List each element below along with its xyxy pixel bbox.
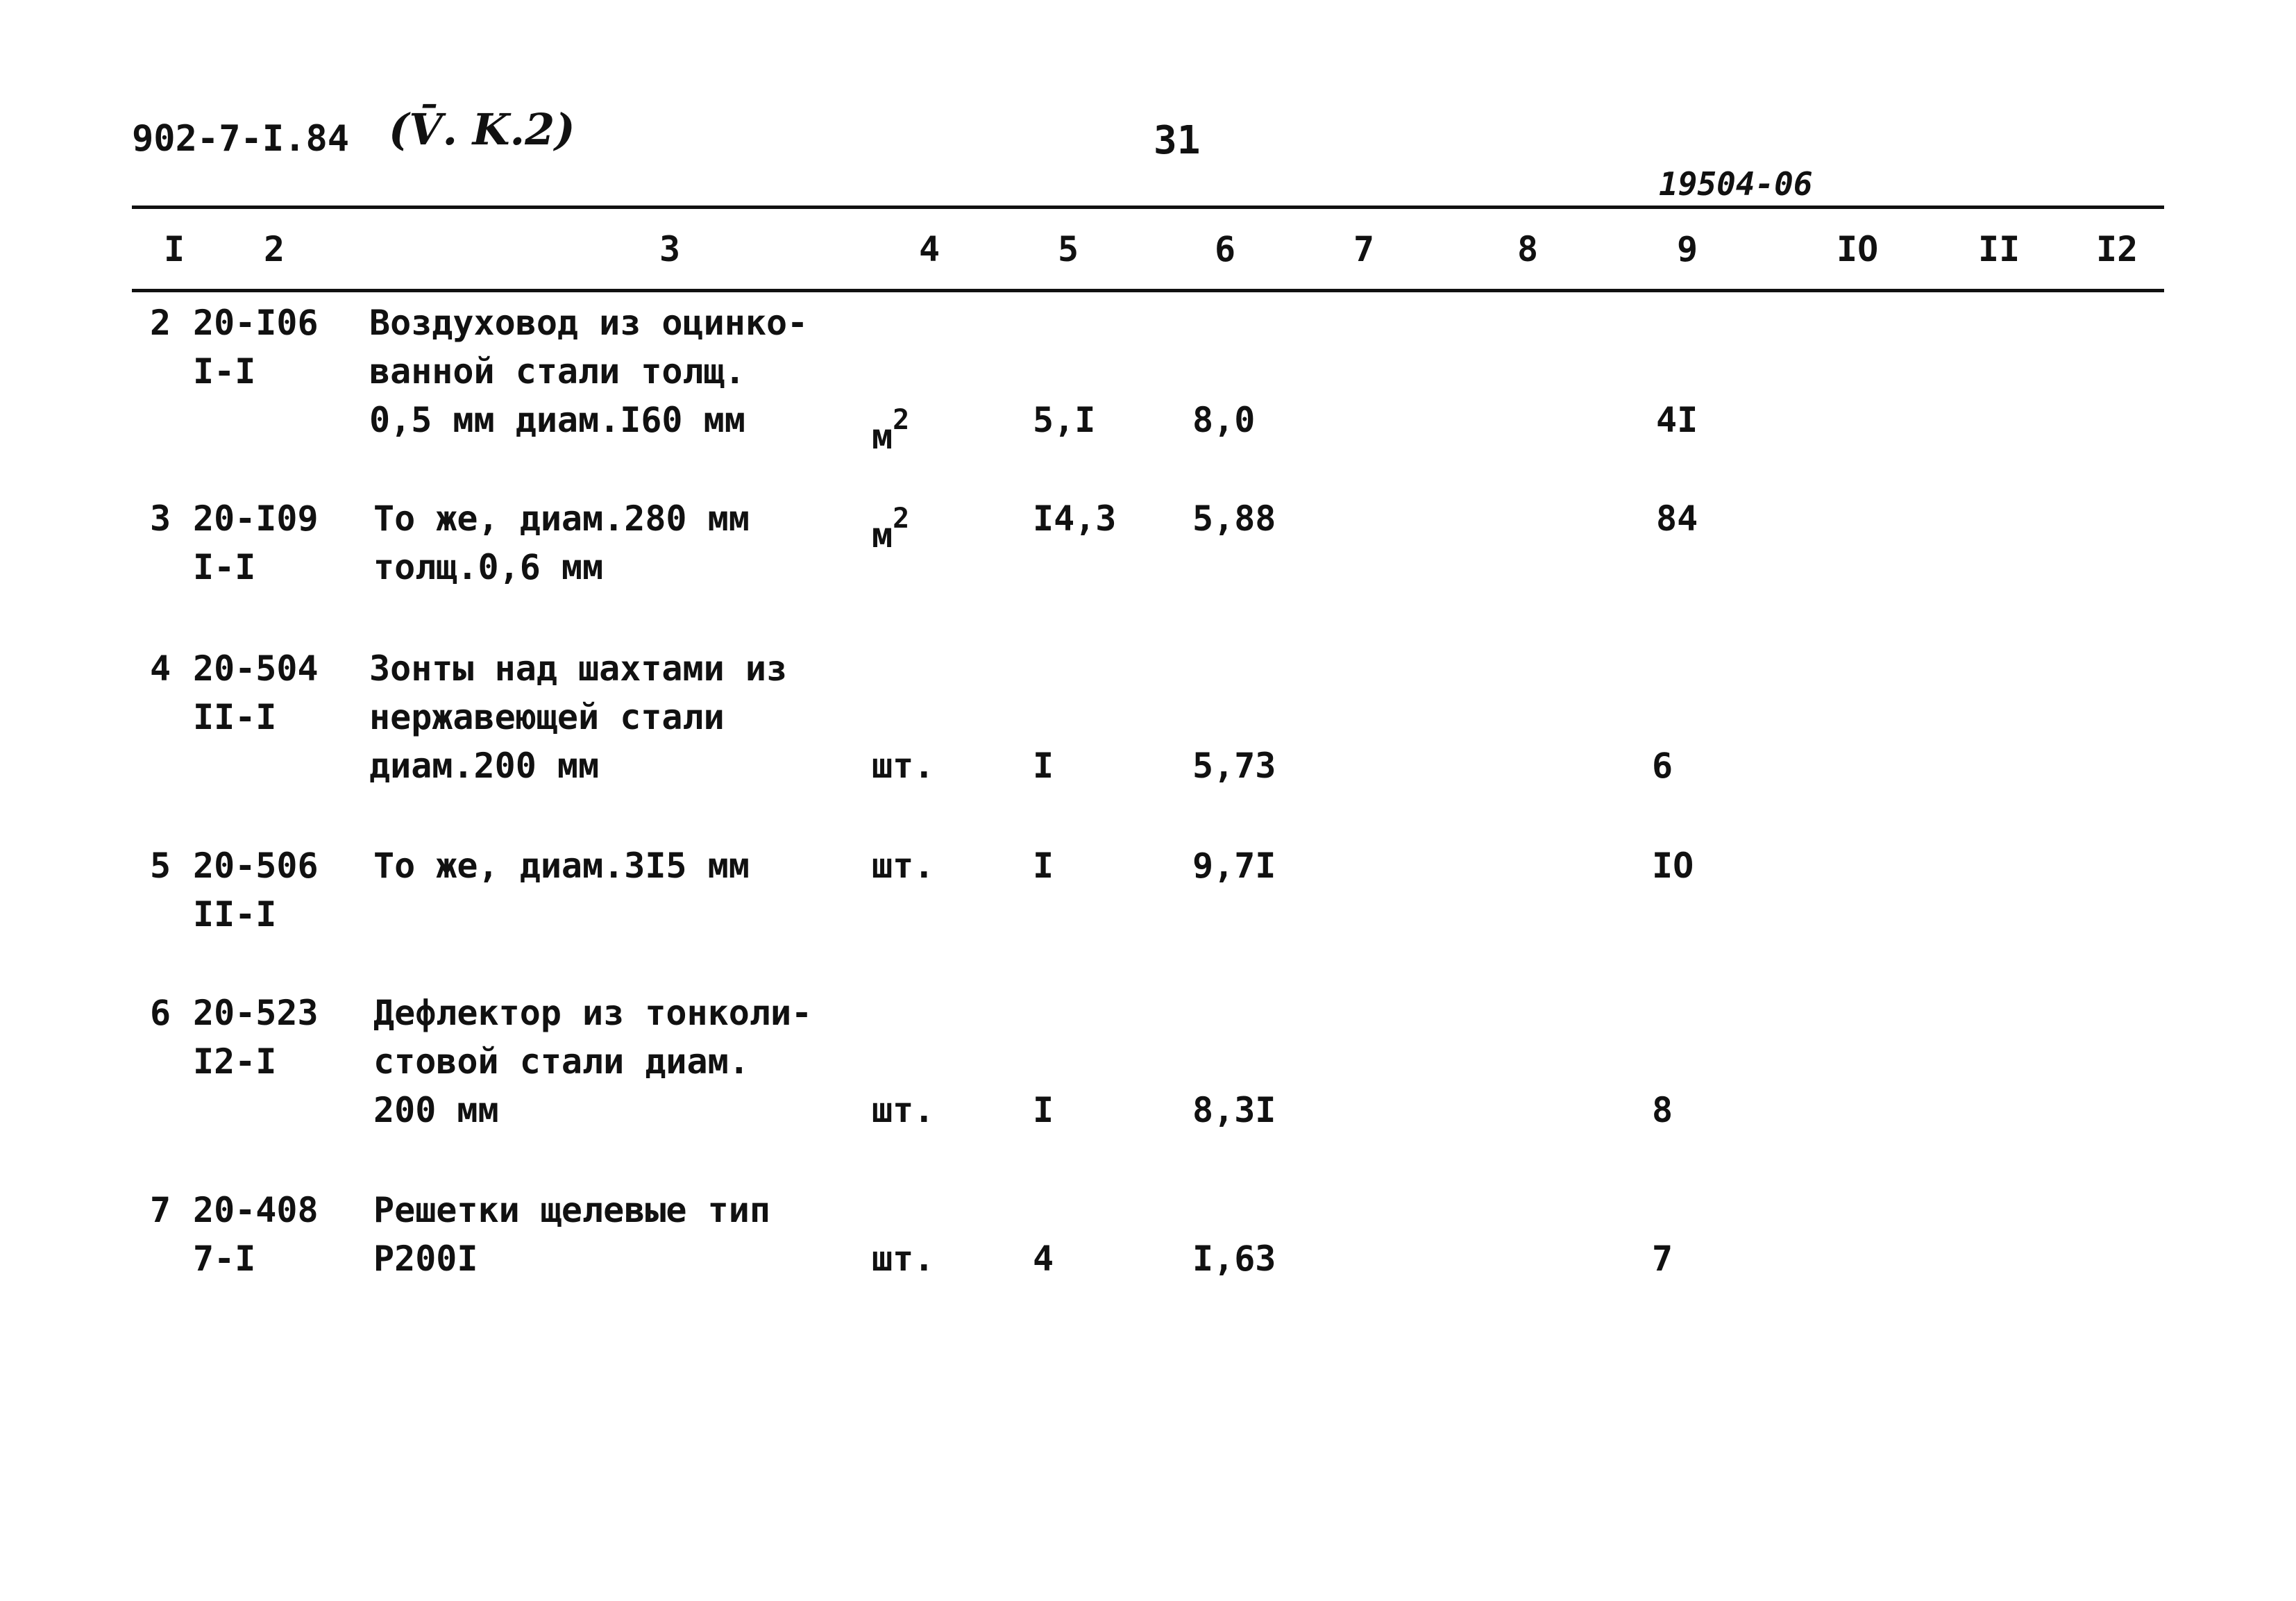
column-header-9: 9 (1677, 229, 1698, 269)
table-top-rule (132, 206, 2164, 209)
unit: шт. (872, 846, 935, 886)
quantity: I4,3 (1033, 498, 1117, 539)
item-description-line: толщ.0,6 мм (373, 547, 604, 587)
item-description-line: ванной стали толщ. (369, 351, 745, 392)
price-code: 20-523 (193, 993, 319, 1033)
price-subcode: I-I (193, 351, 256, 392)
unit: $м^2$ (872, 404, 910, 457)
total-cost: 6 (1652, 746, 1673, 786)
price-subcode: II-I (193, 697, 277, 737)
document-code: 902-7-I.84 (132, 118, 350, 160)
unit: шт. (872, 1090, 935, 1130)
item-description-line: 0,5 мм диам.I60 мм (369, 400, 745, 440)
unit-price: I,63 (1192, 1239, 1276, 1279)
price-code: 20-408 (193, 1190, 319, 1230)
row-number: 2 (150, 303, 171, 343)
item-description-line: стовой стали диам. (373, 1041, 750, 1082)
quantity: I (1033, 846, 1054, 886)
item-description-line: Зонты над шахтами из (369, 648, 788, 689)
column-header-11: II (1978, 229, 2020, 269)
column-header-2: 2 (264, 229, 285, 269)
price-code: 20-I06 (193, 303, 319, 343)
row-number: 4 (150, 648, 171, 689)
quantity: I (1033, 746, 1054, 786)
price-subcode: I2-I (193, 1041, 277, 1082)
unit-price: 8,0 (1192, 400, 1256, 440)
total-cost: 84 (1656, 498, 1698, 539)
unit-price: 5,73 (1192, 746, 1276, 786)
quantity: 4 (1033, 1239, 1054, 1279)
item-description-line: Р200I (373, 1239, 478, 1279)
unit: шт. (872, 1239, 935, 1279)
item-description-line: диам.200 мм (369, 746, 600, 786)
column-header-1: I (164, 229, 185, 269)
total-cost: 4I (1656, 400, 1698, 440)
item-description-line: 200 мм (373, 1090, 499, 1130)
column-header-3: 3 (659, 229, 681, 269)
column-header-4: 4 (919, 229, 940, 269)
column-header-10: IO (1837, 229, 1879, 269)
column-header-5: 5 (1058, 229, 1079, 269)
item-description-line: То же, диам.280 мм (373, 498, 750, 539)
price-subcode: 7-I (193, 1239, 256, 1279)
item-description-line: То же, диам.3I5 мм (373, 846, 750, 886)
row-number: 7 (150, 1190, 171, 1230)
unit: $м^2$ (872, 503, 910, 555)
row-number: 6 (150, 993, 171, 1033)
item-description-line: Решетки щелевые тип (373, 1190, 770, 1230)
unit-price: 8,3I (1192, 1090, 1276, 1130)
unit-price: 5,88 (1192, 498, 1276, 539)
price-code: 20-504 (193, 648, 319, 689)
column-header-7: 7 (1353, 229, 1375, 269)
item-description-line: нержавеющей стали (369, 697, 725, 737)
unit-price: 9,7I (1192, 846, 1276, 886)
total-cost: IO (1652, 846, 1694, 886)
quantity: I (1033, 1090, 1054, 1130)
item-description-line: Дефлектор из тонколи- (373, 993, 813, 1033)
inventory-stamp: 19504-06 (1659, 165, 1813, 203)
price-subcode: II-I (193, 894, 277, 934)
total-cost: 8 (1652, 1090, 1673, 1130)
price-code: 20-I09 (193, 498, 319, 539)
column-header-6: 6 (1215, 229, 1236, 269)
total-cost: 7 (1652, 1239, 1673, 1279)
column-header-12: I2 (2096, 229, 2138, 269)
quantity: 5,I (1033, 400, 1096, 440)
row-number: 5 (150, 846, 171, 886)
unit: шт. (872, 746, 935, 786)
item-description-line: Воздуховод из оцинко- (369, 303, 809, 343)
row-number: 3 (150, 498, 171, 539)
handwritten-note: (V̄. K.2) (389, 104, 575, 155)
price-code: 20-506 (193, 846, 319, 886)
price-subcode: I-I (193, 547, 256, 587)
page-number: 31 (1154, 118, 1201, 163)
header-bottom-rule (132, 289, 2164, 292)
column-header-8: 8 (1517, 229, 1539, 269)
